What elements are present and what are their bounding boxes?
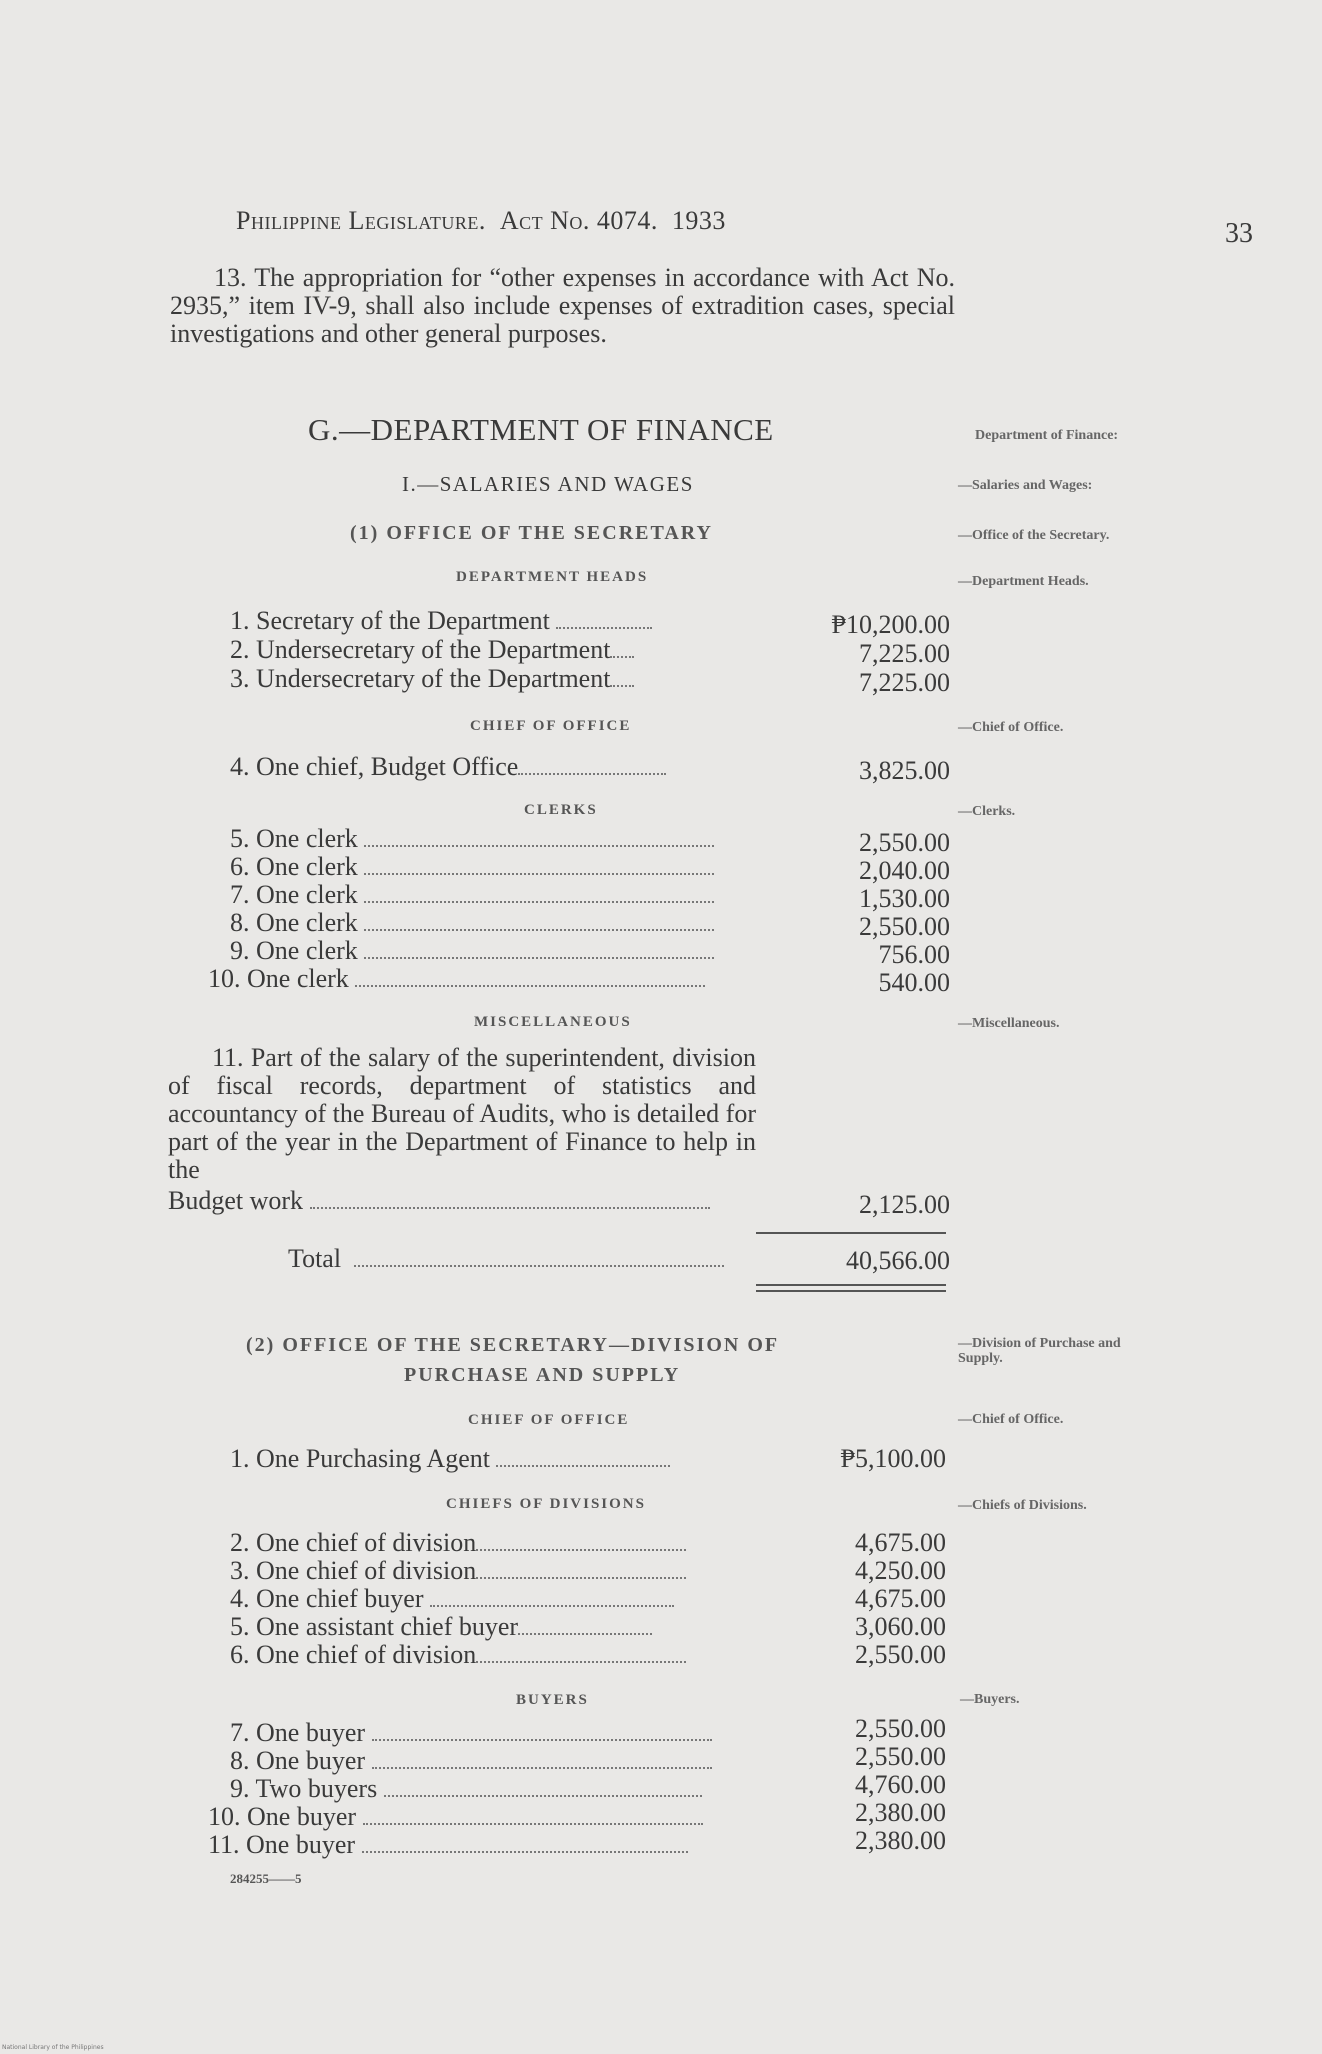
margin-note-buyers: —Buyers. bbox=[960, 1692, 1020, 1707]
list-item: 4. One chief, Budget Office bbox=[230, 752, 666, 782]
item-amount: 2,550.00 bbox=[855, 1714, 946, 1743]
misc-item-last-line: Budget work bbox=[168, 1186, 710, 1216]
list-item: 2. One chief of division bbox=[230, 1528, 686, 1558]
item-amount: 540.00 bbox=[878, 968, 950, 997]
margin-note-chiefs-div: —Chiefs of Divisions. bbox=[958, 1498, 1087, 1513]
subheading-department-heads: DEPARTMENT HEADS bbox=[456, 569, 649, 585]
margin-note-department: Department of Finance: bbox=[975, 428, 1119, 443]
list-item: 6. One chief of division bbox=[230, 1640, 686, 1670]
intro-paragraph: 13. The appropriation for “other expenses in accordance with Act No. 2935,” item IV-9, shall also include expenses of extradition cases, special investigations and other general purposes. bbox=[170, 263, 955, 348]
running-head-year: 1933 bbox=[671, 206, 726, 235]
item-amount: 7,225.00 bbox=[859, 668, 950, 697]
department-title: G.—DEPARTMENT OF FINANCE bbox=[308, 412, 774, 447]
margin-note-misc: —Miscellaneous. bbox=[958, 1016, 1060, 1031]
list-item: 7. One clerk bbox=[230, 880, 714, 910]
list-item: 8. One clerk bbox=[230, 908, 714, 938]
subheading-clerks: CLERKS bbox=[524, 802, 598, 818]
list-item: 9. Two buyers bbox=[230, 1774, 702, 1804]
list-item: 10. One buyer bbox=[208, 1802, 703, 1832]
margin-note-heads: —Department Heads. bbox=[958, 574, 1089, 589]
subheading-buyers: BUYERS bbox=[516, 1692, 589, 1708]
margin-note-chief: —Chief of Office. bbox=[958, 720, 1064, 735]
total-row: Total bbox=[288, 1244, 724, 1274]
office2-heading-line1: (2) OFFICE OF THE SECRETARY—DIVISION OF bbox=[246, 1334, 780, 1356]
item-amount: 2,380.00 bbox=[855, 1798, 946, 1827]
item-amount: 3,060.00 bbox=[855, 1612, 946, 1641]
list-item: 1. One Purchasing Agent bbox=[230, 1444, 670, 1474]
subheading-chief-of-office-2: CHIEF OF OFFICE bbox=[468, 1412, 630, 1428]
list-item: 10. One clerk bbox=[208, 964, 705, 994]
page-number: 33 bbox=[1225, 218, 1253, 249]
item-amount: 4,675.00 bbox=[855, 1584, 946, 1613]
item-amount: 2,125.00 bbox=[859, 1190, 950, 1219]
subheading-chief-of-office: CHIEF OF OFFICE bbox=[470, 718, 632, 734]
list-item: 9. One clerk bbox=[230, 936, 714, 966]
list-item: 11. One buyer bbox=[208, 1830, 688, 1860]
item-amount: ₱5,100.00 bbox=[840, 1444, 946, 1473]
list-item: 3. One chief of division bbox=[230, 1556, 686, 1586]
list-item: 8. One buyer bbox=[230, 1746, 712, 1776]
subheading-miscellaneous: MISCELLANEOUS bbox=[474, 1014, 632, 1030]
item-amount: 1,530.00 bbox=[859, 884, 950, 913]
margin-note-clerks: —Clerks. bbox=[958, 804, 1016, 819]
office2-heading-line2: PURCHASE AND SUPPLY bbox=[404, 1364, 681, 1386]
item-amount: 2,550.00 bbox=[859, 828, 950, 857]
item-amount: 4,675.00 bbox=[855, 1528, 946, 1557]
item-amount: 2,380.00 bbox=[855, 1826, 946, 1855]
list-item: 5. One assistant chief buyer bbox=[230, 1612, 652, 1642]
margin-note-salaries: —Salaries and Wages: bbox=[958, 478, 1093, 493]
list-item: 2. Undersecretary of the Department bbox=[230, 635, 634, 665]
list-item: 3. Undersecretary of the Department bbox=[230, 664, 634, 694]
misc-item-text: 11. Part of the salary of the superintendent, division of fiscal records, department of statistics and accountancy of the Bureau of Audits, who is detailed for part of the year in the Department of Finance to help in the bbox=[168, 1043, 756, 1184]
item-amount: 2,550.00 bbox=[855, 1640, 946, 1669]
list-item: 1. Secretary of the Department bbox=[230, 606, 652, 636]
item-amount: 4,760.00 bbox=[855, 1770, 946, 1799]
item-amount: 2,550.00 bbox=[855, 1742, 946, 1771]
margin-note-office: —Office of the Secretary. bbox=[958, 528, 1110, 543]
total-rule bbox=[756, 1232, 946, 1234]
item-amount: 2,550.00 bbox=[859, 912, 950, 941]
list-item: 5. One clerk bbox=[230, 824, 714, 854]
margin-note-purchase: —Division of Purchase and Supply. bbox=[958, 1336, 1121, 1366]
item-amount: 756.00 bbox=[878, 940, 950, 969]
item-amount: 3,825.00 bbox=[859, 756, 950, 785]
total-amount: 40,566.00 bbox=[846, 1246, 950, 1275]
item-amount: ₱10,200.00 bbox=[831, 610, 950, 639]
office1-heading: (1) OFFICE OF THE SECRETARY bbox=[350, 522, 713, 544]
running-head-title: Philippine Legislature. bbox=[236, 206, 486, 235]
item-amount: 7,225.00 bbox=[859, 639, 950, 668]
double-rule-top bbox=[756, 1284, 946, 1286]
subheading-chiefs-of-divisions: CHIEFS OF DIVISIONS bbox=[446, 1496, 646, 1512]
item-amount: 4,250.00 bbox=[855, 1556, 946, 1585]
list-item: 4. One chief buyer bbox=[230, 1584, 674, 1614]
salaries-heading: I.—SALARIES AND WAGES bbox=[402, 472, 694, 496]
running-head bbox=[236, 206, 726, 236]
list-item: 6. One clerk bbox=[230, 852, 714, 882]
scan-credit: National Library of the Philippines bbox=[2, 2044, 104, 2051]
item-amount: 2,040.00 bbox=[859, 856, 950, 885]
double-rule-bottom bbox=[756, 1290, 946, 1292]
running-head-act: Act No. 4074. bbox=[499, 206, 658, 235]
list-item: 7. One buyer bbox=[230, 1718, 712, 1748]
signature-code: 284255——5 bbox=[230, 1871, 302, 1886]
margin-note-chief-2: —Chief of Office. bbox=[958, 1412, 1064, 1427]
